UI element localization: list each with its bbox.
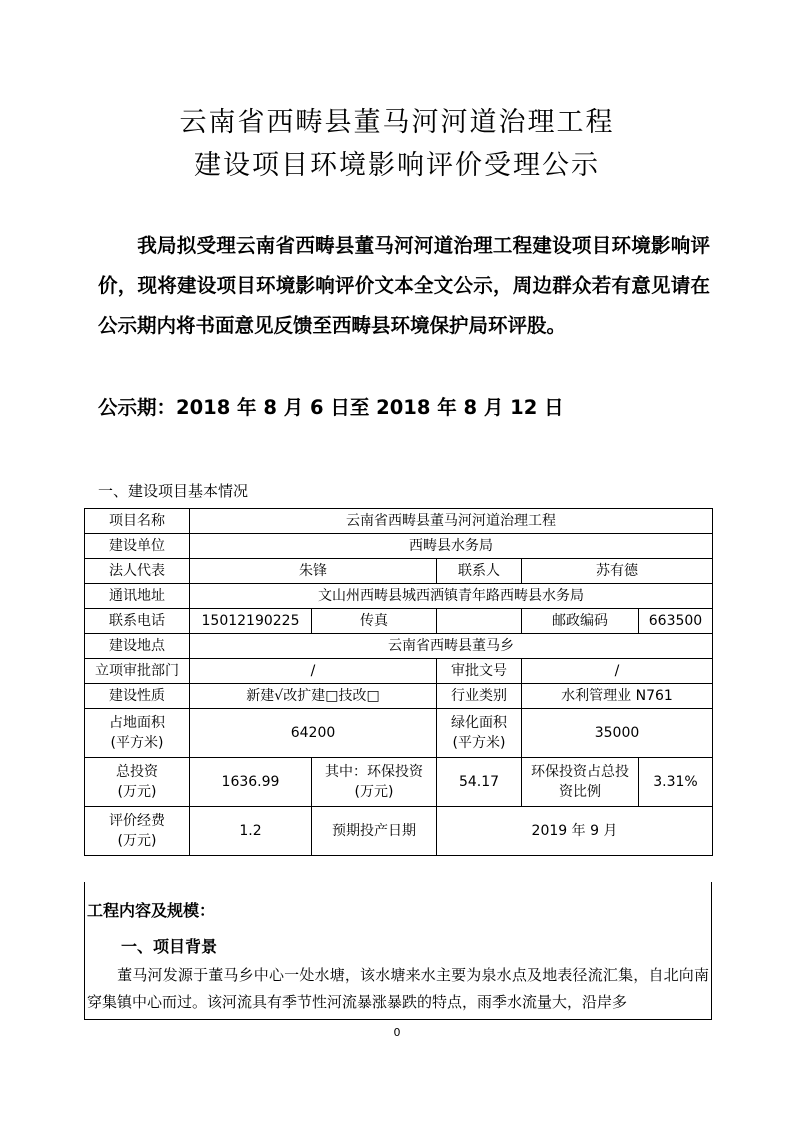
background-text: 董马河发源于董马乡中心一处水塘，该水塘来水主要为泉水点及地表径流汇集，自北向南穿集镇中心而过。该河流具有季节性河流暴涨暴跌的特点，雨季水流量大，沿岸多 — [87, 966, 709, 1011]
section-heading-basic-info: 一、建设项目基本情况 — [98, 482, 249, 500]
project-name-value: 云南省西畴县董马河河道治理工程 — [190, 509, 713, 534]
env-ratio-label: 环保投资占总投 资比例 — [522, 758, 639, 807]
industry-label: 行业类别 — [437, 684, 522, 709]
green-area-label: 绿化面积 (平方米) — [437, 709, 522, 758]
total-investment-value: 1636.99 — [190, 758, 312, 807]
contact-value: 苏有德 — [522, 559, 713, 584]
table-row — [85, 807, 713, 856]
approval-dept-label: 立项审批部门 — [85, 659, 190, 684]
phone-value: 15012190225 — [190, 609, 312, 634]
table-row — [85, 534, 713, 559]
table-row — [85, 584, 713, 609]
page-number: 0 — [393, 1026, 401, 1039]
area-value: 64200 — [190, 709, 437, 758]
scope-heading: 工程内容及规模： — [87, 901, 216, 920]
start-date-label: 预期投产日期 — [312, 807, 437, 856]
background-paragraph — [87, 962, 709, 1016]
area-label: 占地面积 (平方米) — [85, 709, 190, 758]
industry-value: 水利管理业 N761 — [522, 684, 713, 709]
eval-fee-value: 1.2 — [190, 807, 312, 856]
env-investment-label: 其中：环保投资 (万元) — [312, 758, 437, 807]
legal-rep-label: 法人代表 — [85, 559, 190, 584]
nature-value: 新建√改扩建□技改□ — [190, 684, 437, 709]
approval-dept-value: / — [190, 659, 437, 684]
table-row — [85, 559, 713, 584]
notice-period: 公示期：2018 年 8 月 6 日至 2018 年 8 月 12 日 — [98, 396, 564, 419]
fax-value — [437, 609, 522, 634]
postcode-value: 663500 — [639, 609, 713, 634]
table-row — [85, 634, 713, 659]
location-value: 云南省西畴县董马乡 — [190, 634, 713, 659]
background-heading: 一、项目背景 — [121, 937, 218, 956]
env-ratio-value: 3.31% — [639, 758, 713, 807]
project-scope-box — [84, 882, 712, 1020]
table-row — [85, 659, 713, 684]
postcode-label: 邮政编码 — [522, 609, 639, 634]
table-row — [85, 609, 713, 634]
start-date-value: 2019 年 9 月 — [437, 807, 713, 856]
approval-no-value: / — [522, 659, 713, 684]
table-row — [85, 758, 713, 807]
phone-label: 联系电话 — [85, 609, 190, 634]
table-row — [85, 684, 713, 709]
env-investment-value: 54.17 — [437, 758, 522, 807]
intro-text: 我局拟受理云南省西畴县董马河河道治理工程建设项目环境影响评价，现将建设项目环境影响评价文本全文公示，周边群众若有意见请在公示期内将书面意见反馈至西畴县环境保护局环评股。 — [98, 234, 710, 337]
title-line-1: 云南省西畴县董马河河道治理工程 — [179, 107, 615, 138]
table-row — [85, 509, 713, 534]
nature-label: 建设性质 — [85, 684, 190, 709]
table-row — [85, 709, 713, 758]
project-info-table — [84, 508, 713, 856]
project-name-label: 项目名称 — [85, 509, 190, 534]
builder-label: 建设单位 — [85, 534, 190, 559]
address-label: 通讯地址 — [85, 584, 190, 609]
green-area-value: 35000 — [522, 709, 713, 758]
contact-label: 联系人 — [437, 559, 522, 584]
fax-label: 传真 — [312, 609, 437, 634]
total-investment-label: 总投资 (万元) — [85, 758, 190, 807]
builder-value: 西畴县水务局 — [190, 534, 713, 559]
legal-rep-value: 朱锋 — [190, 559, 437, 584]
approval-no-label: 审批文号 — [437, 659, 522, 684]
intro-paragraph — [98, 226, 710, 346]
title-line-2: 建设项目环境影响评价受理公示 — [194, 150, 600, 181]
eval-fee-label: 评价经费 (万元) — [85, 807, 190, 856]
address-value: 文山州西畴县城西洒镇青年路西畴县水务局 — [190, 584, 713, 609]
location-label: 建设地点 — [85, 634, 190, 659]
